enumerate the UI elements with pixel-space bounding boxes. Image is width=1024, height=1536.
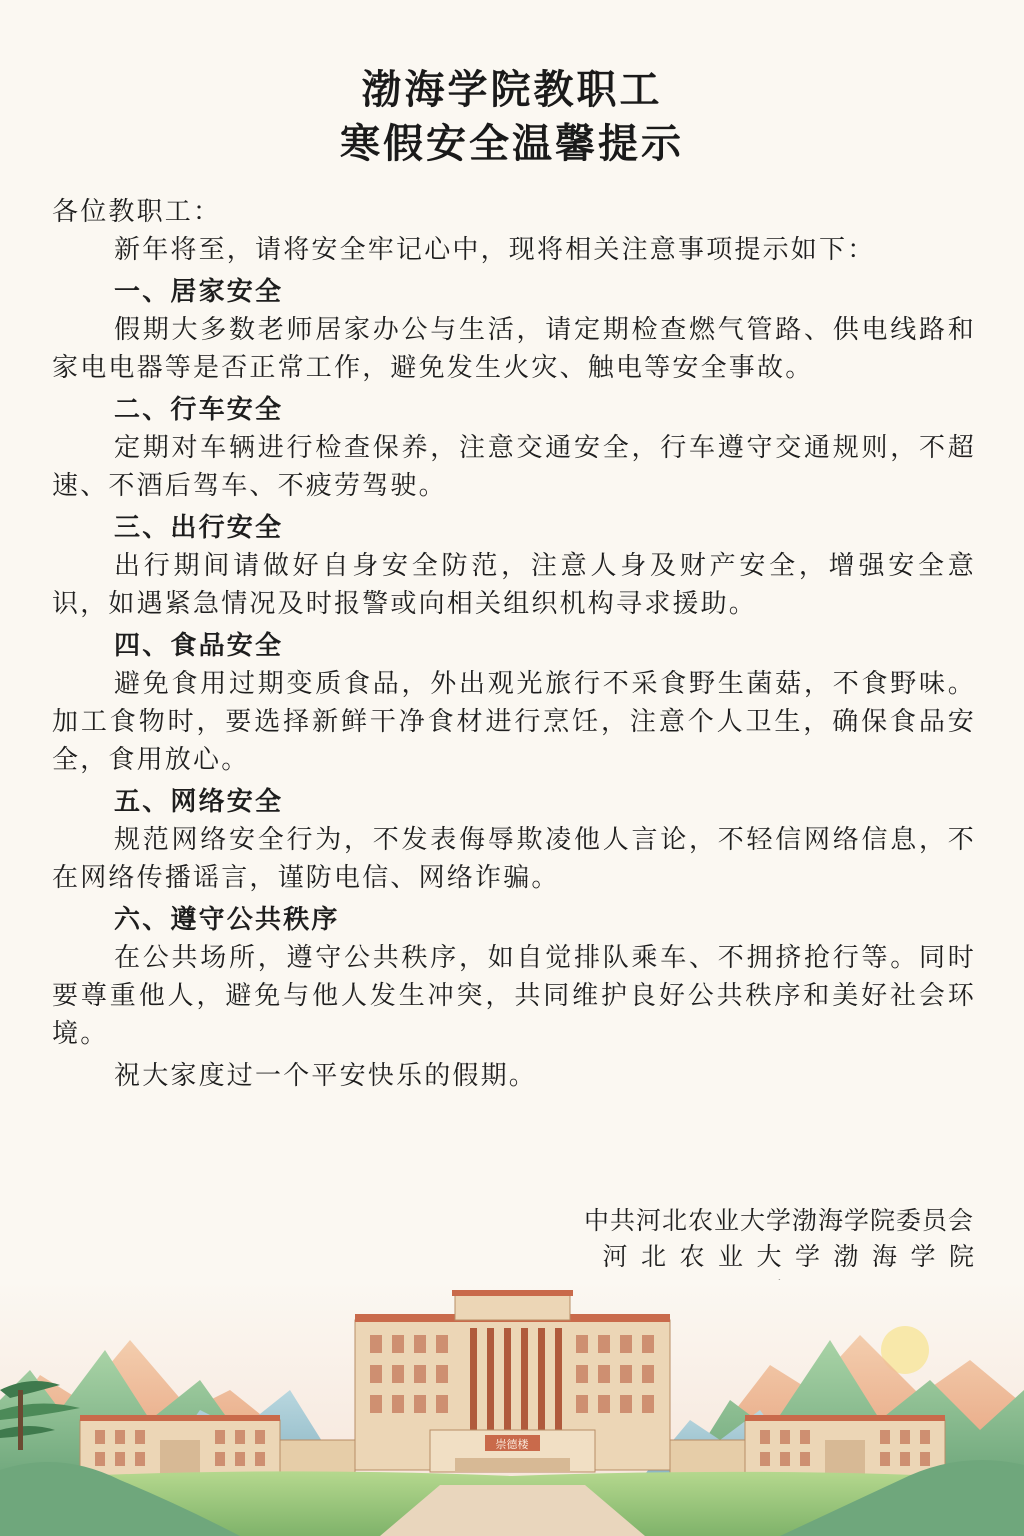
section-heading: 一、居家安全 bbox=[114, 277, 284, 307]
section-heading: 四、食品安全 bbox=[114, 631, 284, 661]
section-heading: 二、行车安全 bbox=[114, 395, 284, 425]
notice-body bbox=[52, 193, 976, 1095]
left-building bbox=[80, 1415, 280, 1480]
section-body: 规范网络安全行为，不发表侮辱欺凌他人言论，不轻信网络信息，不在网络传播谣言，谨防电信、网络诈骗。 bbox=[52, 825, 976, 893]
section-body: 定期对车辆进行检查保养，注意交通安全，行车遵守交通规则，不超速、不酒后驾车、不疲劳驾驶。 bbox=[52, 433, 976, 501]
signature-org-college: 河北农业大学渤海学院 bbox=[602, 1242, 988, 1271]
section-body: 避免食用过期变质食品，外出观光旅行不采食野生菌菇，不食野味。加工食物时，要选择新鲜干净食材进行烹饪，注意个人卫生，确保食品安全，食用放心。 bbox=[52, 669, 976, 775]
intro-paragraph: 新年将至，请将安全牢记心中，现将相关注意事项提示如下： bbox=[114, 235, 876, 265]
section-heading: 五、网络安全 bbox=[114, 787, 284, 817]
main-building bbox=[355, 1290, 670, 1472]
section-body: 在公共场所，遵守公共秩序，如自觉排队乘车、不拥挤抢行等。同时要尊重他人，避免与他人发生冲突，共同维护良好公共秩序和美好社会环境。 bbox=[52, 943, 976, 1049]
signature-org-party-committee: 中共河北农业大学渤海学院委员会 bbox=[583, 1206, 974, 1235]
closing-line: 祝大家度过一个平安快乐的假期。 bbox=[114, 1061, 538, 1091]
campus-illustration bbox=[0, 1280, 1024, 1536]
greeting: 各位教职工： bbox=[52, 197, 222, 227]
title-line-1: 渤海学院教职工 bbox=[361, 67, 663, 113]
section-body: 出行期间请做好自身安全防范，注意人身及财产安全，增强安全意识，如遇紧急情况及时报警或向相关组织机构寻求援助。 bbox=[52, 551, 976, 619]
building-sign: 崇德楼 bbox=[495, 1438, 529, 1451]
title-line-2: 寒假安全温馨提示 bbox=[340, 121, 684, 167]
right-building bbox=[745, 1415, 945, 1480]
section-heading: 三、出行安全 bbox=[114, 513, 284, 543]
section-heading: 六、遵守公共秩序 bbox=[114, 905, 340, 935]
section-body: 假期大多数老师居家办公与生活，请定期检查燃气管路、供电线路和家电电器等是否正常工作，避免发生火灾、触电等安全事故。 bbox=[52, 315, 976, 383]
